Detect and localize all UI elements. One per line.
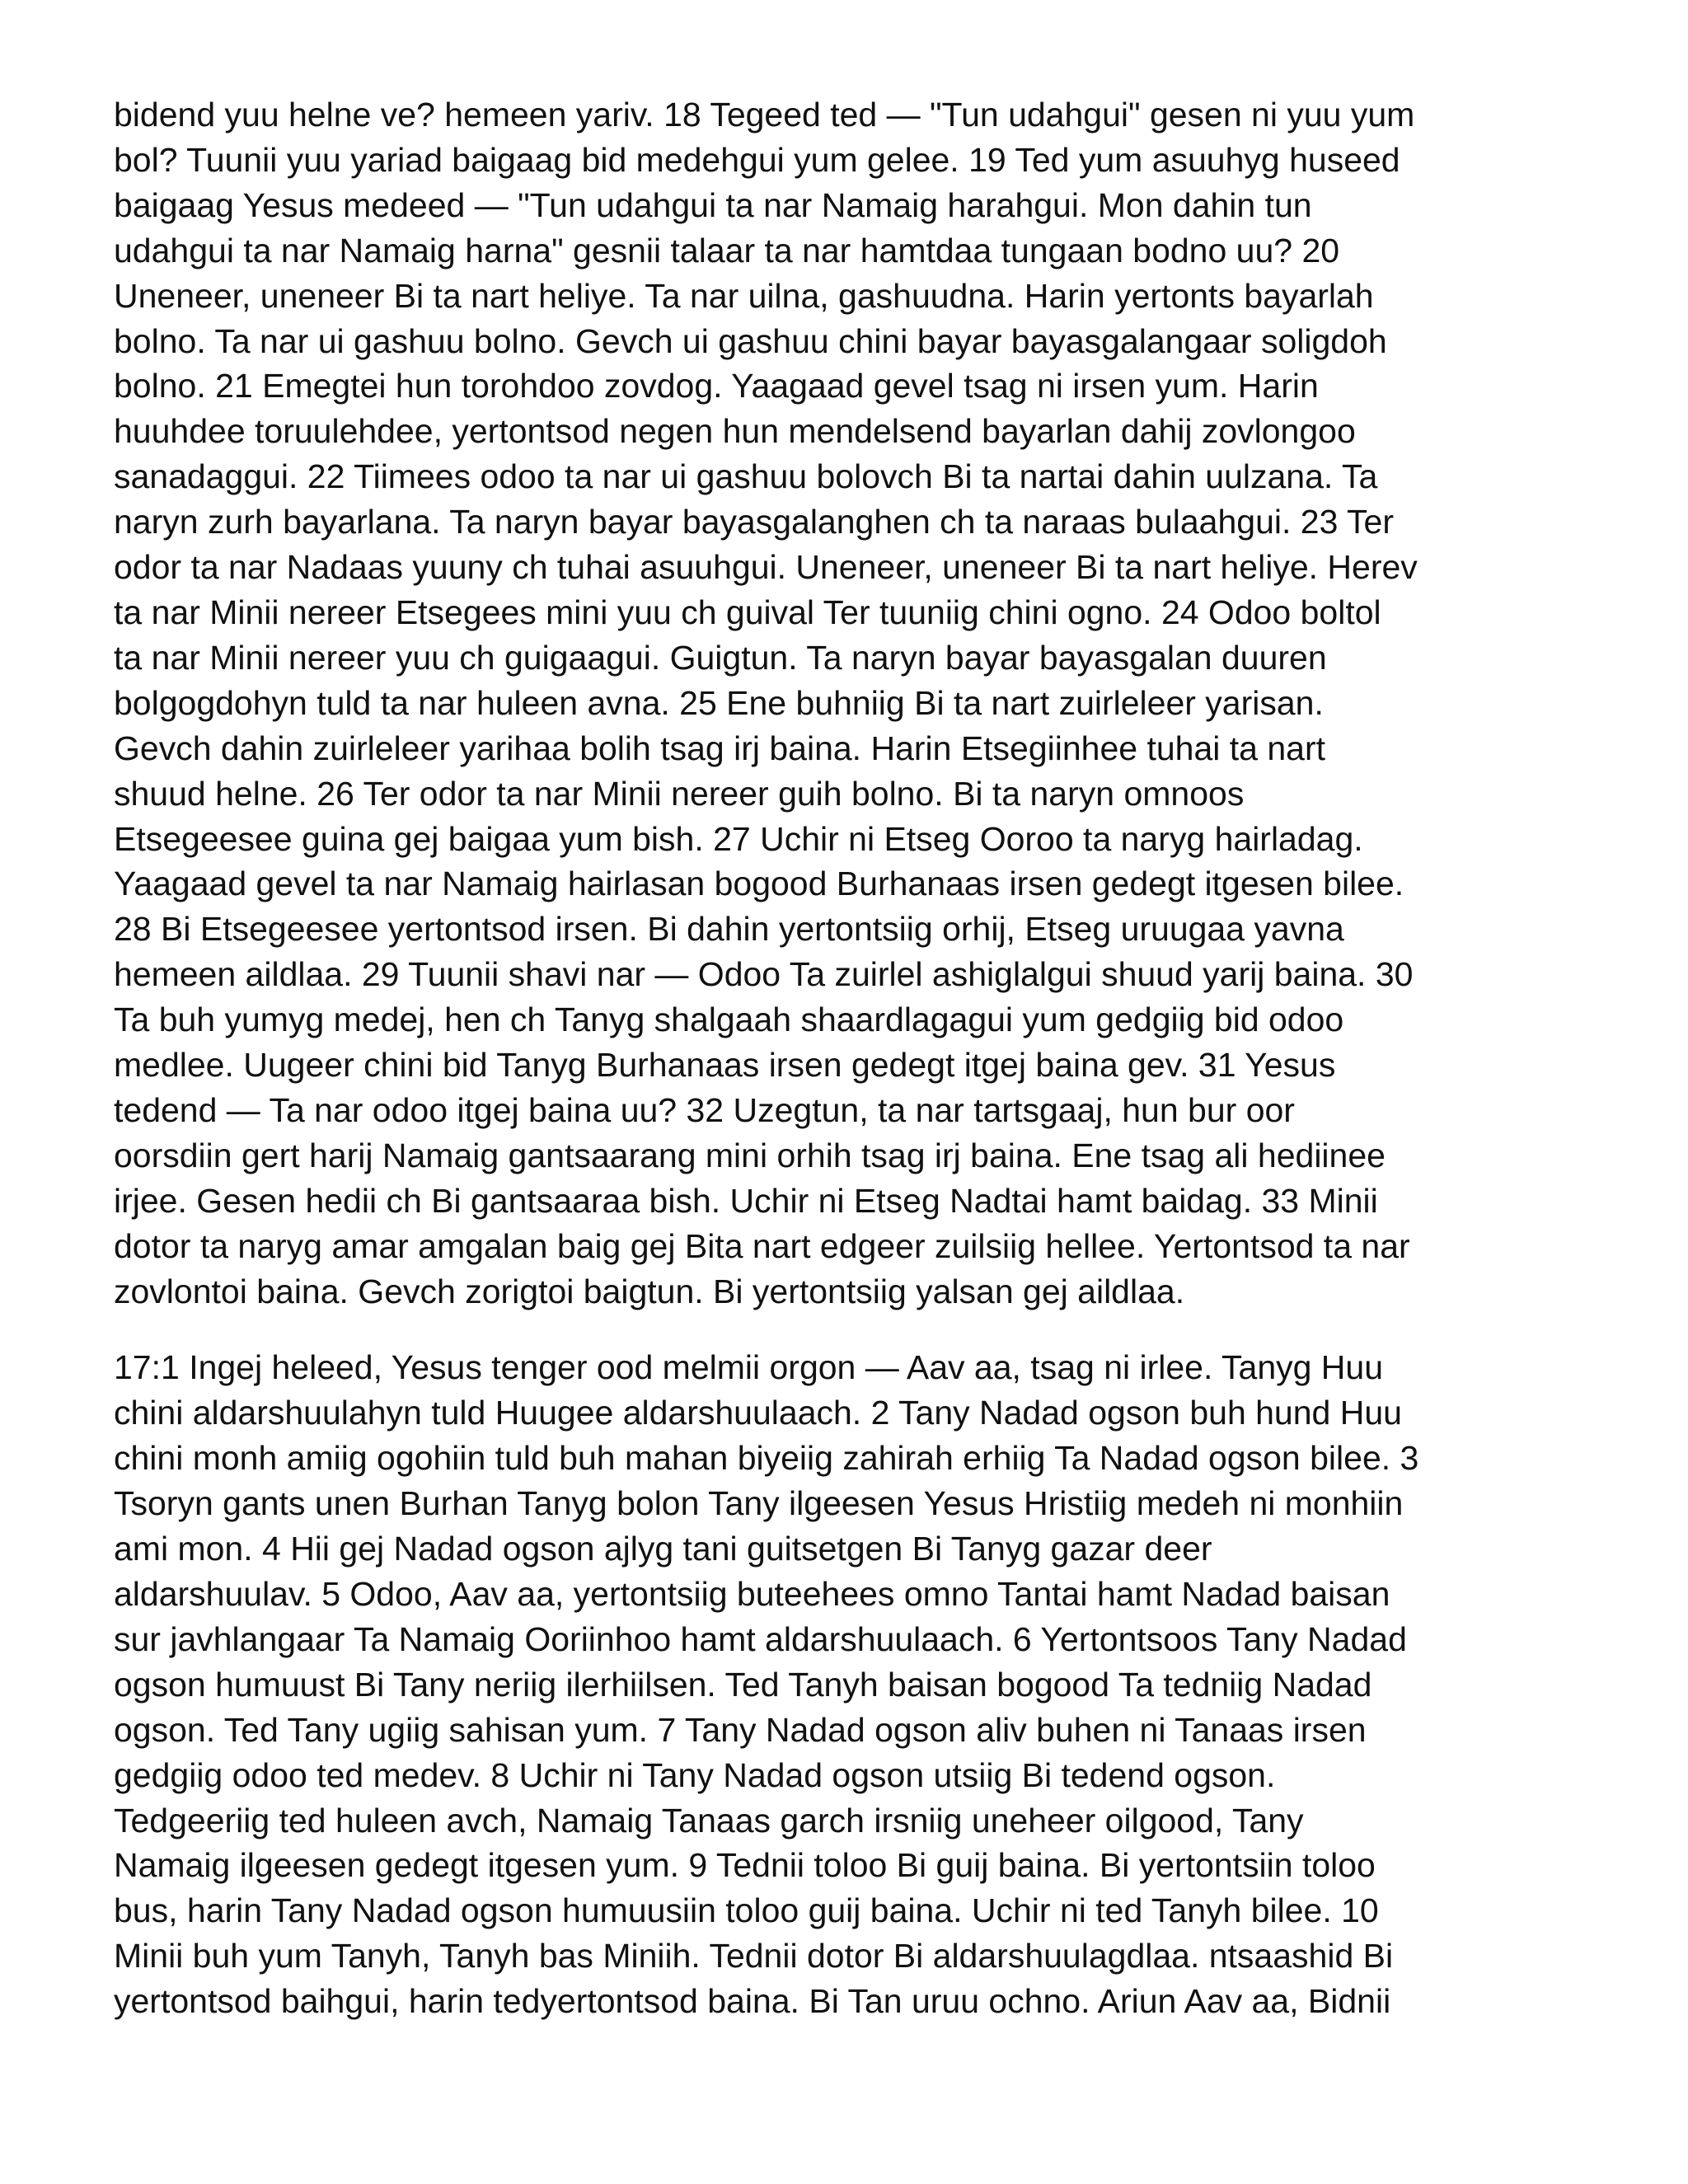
text-line: oorsdiin gert harij Namaig gantsaarang mini orhih tsag irj baina. Ene tsag ali hediinee bbox=[114, 1136, 1386, 1174]
text-line: ami mon. 4 Hii gej Nadad ogson ajlyg tani guitsetgen Bi Tanyg gazar deer bbox=[114, 1530, 1212, 1568]
text-line: dotor ta naryg amar amgalan baig gej Bita nart edgeer zuilsiig hellee. Yertontsod ta nar bbox=[114, 1226, 1410, 1265]
text-line: bolgogdohyn tuld ta nar huleen avna. 25 Ene buhniig Bi ta nart zuirleleer yarisan. bbox=[114, 683, 1324, 722]
text-line: Uneneer, uneneer Bi ta nart heliye. Ta nar uilna, gashuudna. Harin yertonts bayarlah bbox=[114, 276, 1374, 315]
text-line: Yaagaad gevel ta nar Namaig hairlasan bogood Burhanaas irsen gedegt itgesen bilee. bbox=[114, 865, 1404, 903]
text-line: hemeen aildlaa. 29 Tuunii shavi nar — Odoo Ta zuirlel ashiglalgui shuud yarij baina. 30 bbox=[114, 955, 1414, 994]
text-line: ogson humuust Bi Tany neriig ilerhiilsen. Ted Tanyh baisan bogood Ta tedniig Nadad bbox=[114, 1665, 1372, 1704]
paragraph-chapter-17 bbox=[114, 1345, 1574, 2024]
text-line: zovlontoi baina. Gevch zorigtoi baigtun. Bi yertontsiig yalsan gej aildlaa. bbox=[114, 1272, 1185, 1310]
text-line: yertontsod baihgui, harin tedyertontsod baina. Bi Tan uruu ochno. Ariun Aav aa, Bidnii bbox=[114, 1982, 1391, 2021]
text-line: aldarshuulav. 5 Odoo, Aav aa, yertontsiig buteehees omno Tantai hamt Nadad baisan bbox=[114, 1575, 1390, 1613]
text-line: 28 Bi Etsegeesee yertontsod irsen. Bi dahin yertontsiig orhij, Etseg uruugaa yavna bbox=[114, 910, 1344, 949]
text-line: gedgiig odoo ted medev. 8 Uchir ni Tany Nadad ogson utsiig Bi tedend ogson. bbox=[114, 1755, 1276, 1794]
text-line: Namaig ilgeesen gedegt itgesen yum. 9 Tednii toloo Bi guij baina. Bi yertontsiin toloo bbox=[114, 1846, 1376, 1885]
text-line: sanadaggui. 22 Tiimees odoo ta nar ui gashuu bolovch Bi ta nartai dahin uulzana. Ta bbox=[114, 457, 1378, 496]
text-line: Tedgeeriig ted huleen avch, Namaig Tanaas garch irsniig uneheer oilgood, Tany bbox=[114, 1801, 1304, 1840]
text-line: huuhdee toruulehdee, yertontsod negen hun mendelsend bayarlan dahij zovlongoo bbox=[114, 412, 1356, 451]
text-line: odor ta nar Nadaas yuuny ch tuhai asuuhgui. Uneneer, uneneer Bi ta nart heliye. Herev bbox=[114, 548, 1418, 587]
text-line: udahgui ta nar Namaig harna" gesnii talaar ta nar hamtdaa tungaan bodno uu? 20 bbox=[114, 231, 1340, 269]
text-line: naryn zurh bayarlana. Ta naryn bayar bayasgalanghen ch ta naraas bulaahgui. 23 Ter bbox=[114, 503, 1394, 541]
text-line: ogson. Ted Tany ugiig sahisan yum. 7 Tany Nadad ogson aliv buhen ni Tanaas irsen bbox=[114, 1710, 1367, 1749]
text-line: Gevch dahin zuirleleer yarihaa bolih tsag irj baina. Harin Etsegiinhee tuhai ta nart bbox=[114, 729, 1326, 767]
text-line: sur javhlangaar Ta Namaig Ooriinhoo hamt aldarshuulaach. 6 Yertontsoos Tany Nadad bbox=[114, 1619, 1407, 1658]
text-line: medlee. Uugeer chini bid Tanyg Burhanaas irsen gedegt itgej baina gev. 31 Yesus bbox=[114, 1046, 1336, 1085]
text-line: chini aldarshuulahyn tuld Huugee aldarshuulaach. 2 Tany Nadad ogson buh hund Huu bbox=[114, 1394, 1402, 1432]
document-page bbox=[114, 92, 1574, 2024]
text-line: bolno. Ta nar ui gashuu bolno. Gevch ui gashuu chini bayar bayasgalangaar soligdoh bbox=[114, 321, 1387, 360]
text-line: bol? Tuunii yuu yariad baigaag bid medehgui yum gelee. 19 Ted yum asuuhyg huseed bbox=[114, 140, 1400, 179]
text-line: irjee. Gesen hedii ch Bi gantsaaraa bish. Uchir ni Etseg Nadtai hamt baidag. 33 Minii bbox=[114, 1181, 1378, 1220]
text-line: bus, harin Tany Nadad ogson humuusiin toloo guij baina. Uchir ni ted Tanyh bilee. 10 bbox=[114, 1891, 1379, 1930]
text-line: 17:1 Ingej heleed, Yesus tenger ood melmii orgon — Aav aa, tsag ni irlee. Tanyg Huu bbox=[114, 1348, 1384, 1387]
text-line: Ta buh yumyg medej, hen ch Tanyg shalgaah shaardlagagui yum gedgiig bid odoo bbox=[114, 1001, 1344, 1039]
text-line: Tsoryn gants unen Burhan Tanyg bolon Tany ilgeesen Yesus Hristiig medeh ni monhiin bbox=[114, 1484, 1404, 1523]
text-line: chini monh amiig ogohiin tuld buh mahan biyeiig zahirah erhiig Ta Nadad ogson bilee. 3 bbox=[114, 1439, 1419, 1478]
text-line: Minii buh yum Tanyh, Tanyh bas Miniih. Tednii dotor Bi aldarshuulagdlaa. ntsaashid Bi bbox=[114, 1937, 1394, 1975]
text-line: bidend yuu helne ve? hemeen yariv. 18 Tegeed ted — "Tun udahgui" gesen ni yuu yum bbox=[114, 96, 1415, 134]
text-line: ta nar Minii nereer Etsegees mini yuu ch guival Ter tuuniig chini ogno. 24 Odoo boltol bbox=[114, 593, 1381, 631]
text-line: shuud helne. 26 Ter odor ta nar Minii nereer guih bolno. Bi ta naryn omnoos bbox=[114, 774, 1245, 813]
text-line: ta nar Minii nereer yuu ch guigaagui. Guigtun. Ta naryn bayar bayasgalan duuren bbox=[114, 638, 1327, 677]
text-line: tedend — Ta nar odoo itgej baina uu? 32 Uzegtun, ta nar tartsgaaj, hun bur oor bbox=[114, 1090, 1295, 1129]
text-line: baigaag Yesus medeed — "Tun udahgui ta nar Namaig harahgui. Mon dahin tun bbox=[114, 185, 1312, 224]
paragraph-chapter-16 bbox=[114, 92, 1574, 1314]
text-line: Etsegeesee guina gej baigaa yum bish. 27 Uchir ni Etseg Ooroo ta naryg hairladag. bbox=[114, 819, 1363, 858]
text-line: bolno. 21 Emegtei hun torohdoo zovdog. Yaagaad gevel tsag ni irsen yum. Harin bbox=[114, 367, 1319, 405]
